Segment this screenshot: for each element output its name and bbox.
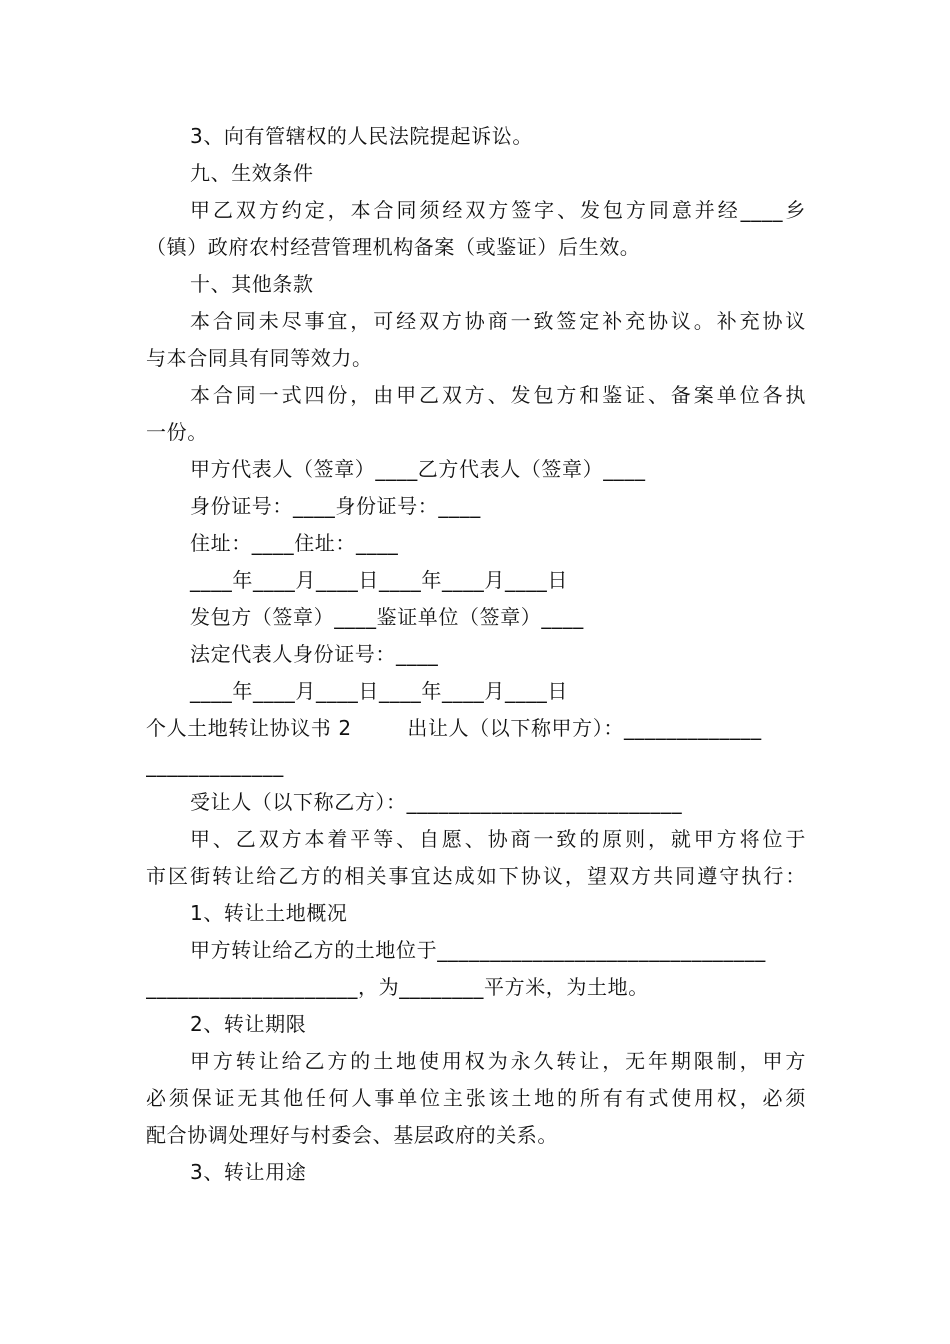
section-heading: 3、转让用途 [190, 1160, 307, 1184]
signature-line: 身份证号：____身份证号：____ [190, 494, 481, 518]
paragraph-line: 甲方转让给乙方的土地使用权为永久转让，无年期限制，甲方 [190, 1049, 806, 1073]
date-line: ____年____月____日____年____月____日 [190, 568, 568, 592]
section-heading: 2、转让期限 [190, 1012, 307, 1036]
section-heading: 十、其他条款 [190, 272, 314, 296]
paragraph-line: 本合同未尽事宜，可经双方协商一致签定补充协议。补充协议 [190, 309, 806, 333]
paragraph-line: 甲乙双方约定，本合同须经双方签字、发包方同意并经____乡 [190, 198, 806, 222]
section-heading: 九、生效条件 [190, 161, 314, 185]
paragraph-line: 受让人（以下称乙方）：__________________________ [190, 790, 683, 814]
paragraph-line: 一份。 [146, 420, 208, 444]
document-title-line: 个人土地转让协议书 2 出让人（以下称甲方）：_____________ [146, 716, 762, 740]
paragraph-line: 必须保证无其他任何人事单位主张该土地的所有有式使用权，必须 [146, 1086, 806, 1110]
date-line: ____年____月____日____年____月____日 [190, 679, 568, 703]
section-heading: 1、转让土地概况 [190, 901, 348, 925]
paragraph-line: 甲、乙双方本着平等、自愿、协商一致的原则，就甲方将位于 [190, 827, 806, 851]
paragraph-line: （镇）政府农村经营管理机构备案（或鉴证）后生效。 [146, 235, 641, 259]
paragraph-line: 本合同一式四份，由甲乙双方、发包方和鉴证、备案单位各执 [190, 383, 806, 407]
paragraph-line: 市区街转让给乙方的相关事宜达成如下协议，望双方共同遵守执行： [146, 864, 806, 888]
paragraph-line: ____________________，为________平方米，为土地。 [146, 975, 649, 999]
paragraph-line: 配合协调处理好与村委会、基层政府的关系。 [146, 1123, 558, 1147]
signature-line: 住址：____住址：____ [190, 531, 399, 555]
paragraph-line: _____________ [146, 753, 284, 777]
paragraph-line: 甲方转让给乙方的土地位于_______________________________ [190, 938, 766, 962]
signature-line: 法定代表人身份证号：____ [190, 642, 439, 666]
paragraph-line: 3、向有管辖权的人民法院提起诉讼。 [190, 124, 533, 148]
signature-line: 发包方（签章）____鉴证单位（签章）____ [190, 605, 584, 629]
paragraph-line: 与本合同具有同等效力。 [146, 346, 373, 370]
signature-line: 甲方代表人（签章）____乙方代表人（签章）____ [190, 457, 646, 481]
